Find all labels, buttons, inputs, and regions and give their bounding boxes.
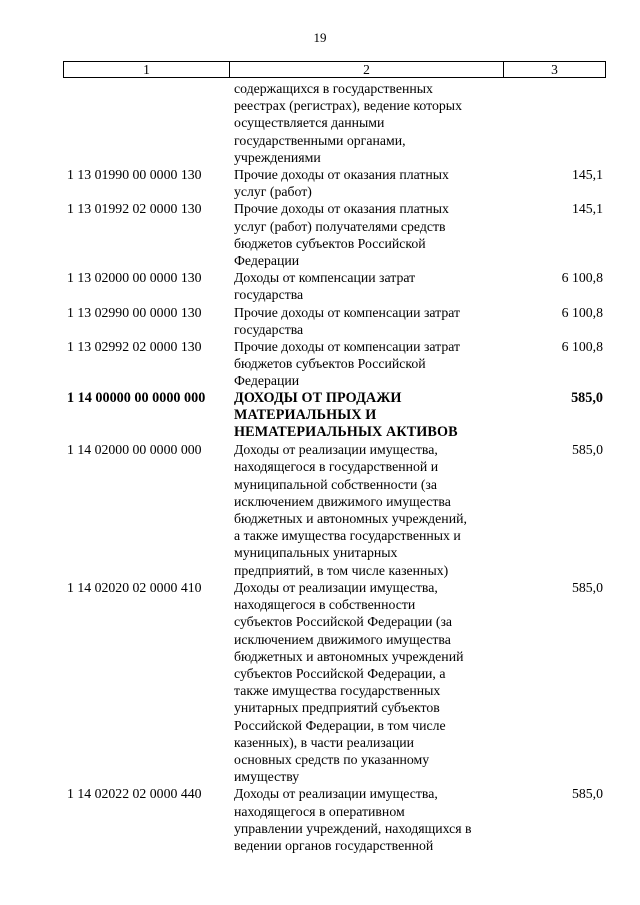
row-name: содержащихся в государственных реестрах (регистрах), ведение которых осуществляется данными государственными органами, учреждениями [234, 81, 462, 165]
row-amount: 585,0 [571, 389, 603, 406]
row-code: 1 14 02022 02 0000 440 [67, 786, 202, 802]
revenue-table-body [0, 80, 640, 854]
page-number: 19 [313, 30, 327, 45]
row-name: ДОХОДЫ ОТ ПРОДАЖИ МАТЕРИАЛЬНЫХ И НЕМАТЕРИАЛЬНЫХ АКТИВОВ [234, 389, 458, 441]
row-code: 1 14 02020 02 0000 410 [67, 579, 202, 595]
row-code: 1 13 01990 00 0000 130 [67, 167, 202, 183]
row-code: 1 13 02000 00 0000 130 [67, 270, 202, 286]
row-name: Доходы от реализации имущества, находящегося в государственной и муниципальной собственности (за исключением движимого имущества бюджетных и автономных учреждений, а также имущества государственных и муниципальных унитарных предприятий, в том числе казенных) [234, 442, 467, 578]
table-row [0, 304, 640, 338]
table-row [0, 200, 640, 269]
row-amount: 585,0 [571, 442, 603, 458]
row-amount: 6 100,8 [561, 339, 603, 355]
table-row [0, 338, 640, 390]
row-code: 1 13 02990 00 0000 130 [67, 304, 202, 320]
table-row [0, 579, 640, 785]
row-name: Доходы от реализации имущества, находящегося в оперативном управлении учреждений, находящихся в ведении органов государственной [234, 786, 472, 853]
row-amount: 585,0 [571, 579, 603, 595]
row-amount: 145,1 [571, 201, 603, 217]
row-name: Прочие доходы от компенсации затрат государства [234, 304, 461, 337]
table-row [0, 441, 640, 579]
table-row-section-heading [0, 390, 640, 442]
table-row [0, 269, 640, 303]
table-column-header [63, 61, 606, 78]
row-code: 1 14 00000 00 0000 000 [67, 389, 206, 406]
column-header-3: 3 [551, 62, 558, 77]
row-name: Доходы от реализации имущества, находящегося в собственности субъектов Российской Федерации (за исключением движимого имущества бюджетных и автономных учреждений субъектов Российской Федерации, а также имущества государственных унитарных предприятий субъектов Российской Федерации, в том числе казенных), в части реализации основных средств по указанному имуществу [234, 579, 464, 785]
table-row [0, 785, 640, 854]
row-name: Прочие доходы от компенсации затрат бюджетов субъектов Российской Федерации [234, 339, 461, 389]
table-row [0, 80, 640, 166]
row-name: Доходы от компенсации затрат государства [234, 270, 416, 303]
row-code: 1 13 01992 02 0000 130 [67, 201, 202, 217]
column-header-1: 1 [64, 62, 230, 77]
row-amount: 6 100,8 [561, 304, 603, 320]
table-row [0, 166, 640, 200]
row-code: 1 14 02000 00 0000 000 [67, 442, 202, 458]
row-amount: 6 100,8 [561, 270, 603, 286]
row-amount: 585,0 [571, 786, 603, 802]
column-header-2: 2 [230, 62, 504, 77]
row-amount: 145,1 [571, 167, 603, 183]
row-name: Прочие доходы от оказания платных услуг (работ) [234, 167, 449, 200]
row-name: Прочие доходы от оказания платных услуг (работ) получателями средств бюджетов субъектов Российской Федерации [234, 201, 449, 269]
row-code: 1 13 02992 02 0000 130 [67, 339, 202, 355]
